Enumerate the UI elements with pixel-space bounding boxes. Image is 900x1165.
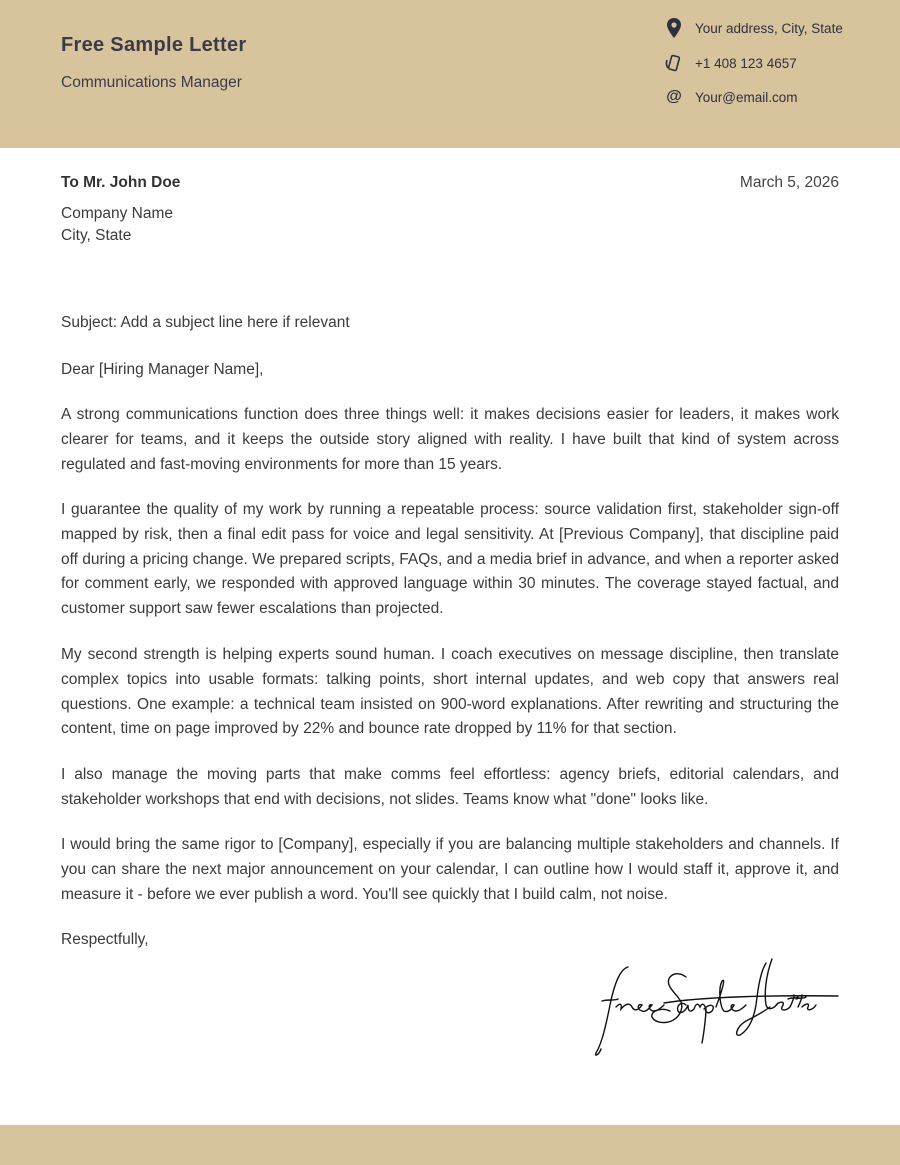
phone-icon <box>664 53 684 73</box>
contact-phone-text: +1 408 123 4657 <box>695 55 797 71</box>
closing: Respectfully, <box>61 931 149 948</box>
recipient-name: To Mr. John Doe <box>61 174 181 191</box>
contact-email-text: Your@email.com <box>695 89 798 105</box>
contact-address-text: Your address, City, State <box>695 20 843 36</box>
signature-drawing <box>590 955 840 1060</box>
body-paragraph-3: My second strength is helping experts sound human. I coach executives on message discipline, then translate complex topics into usable formats: talking points, short internal updates, and web copy that answers real questions. One example: a technical team insisted on 900-word explanations. After rewriting and structuring the content, time on page improved by 22% and bounce rate dropped by 11% for that section. <box>61 646 839 738</box>
sender-name: Free Sample Letter <box>61 34 247 56</box>
body-paragraph-1: A strong communications function does three things well: it makes decisions easier for leaders, it makes work clearer for teams, and it keeps the outside story aligned with reality. I have built that kind of system across regulated and fast-moving environments for more than 15 years. <box>61 406 839 473</box>
contact-phone <box>664 53 797 73</box>
recipient-city: City, State <box>61 227 132 244</box>
body-paragraph-4: I also manage the moving parts that make comms feel effortless: agency briefs, editorial calendars, and stakeholder workshops that end with decisions, not slides. Teams know what "done" looks like. <box>61 766 839 808</box>
recipient-company: Company Name <box>61 205 173 222</box>
signature <box>590 955 840 1060</box>
header-band <box>0 0 900 148</box>
sender-role: Communications Manager <box>61 74 242 91</box>
at-icon: @ <box>666 88 682 105</box>
subject-line: Subject: Add a subject line here if relevant <box>61 314 350 331</box>
footer-band <box>0 1125 900 1165</box>
location-pin-icon <box>664 18 684 38</box>
contact-address <box>664 18 843 38</box>
salutation: Dear [Hiring Manager Name], <box>61 361 264 378</box>
body-paragraph-2: I guarantee the quality of my work by running a repeatable process: source validation first, stakeholder sign-off mapped by risk, then a final edit pass for voice and legal sensitivity. At [Previous Company], that discipline paid off during a pricing change. We prepared scripts, FAQs, and a media brief in advance, and when a reporter asked for comment early, we responded with approved language within 30 minutes. The coverage stayed factual, and customer support saw fewer escalations than projected. <box>61 501 839 618</box>
contact-email <box>664 87 798 107</box>
body-paragraph-5: I would bring the same rigor to [Company], especially if you are balancing multiple stakeholders and channels. If you can share the next major announcement on your calendar, I can outline how I would staff it, approve it, and measure it - before we ever publish a word. You'll see quickly that I build calm, not noise. <box>61 836 839 903</box>
letter-date: March 5, 2026 <box>739 174 839 191</box>
